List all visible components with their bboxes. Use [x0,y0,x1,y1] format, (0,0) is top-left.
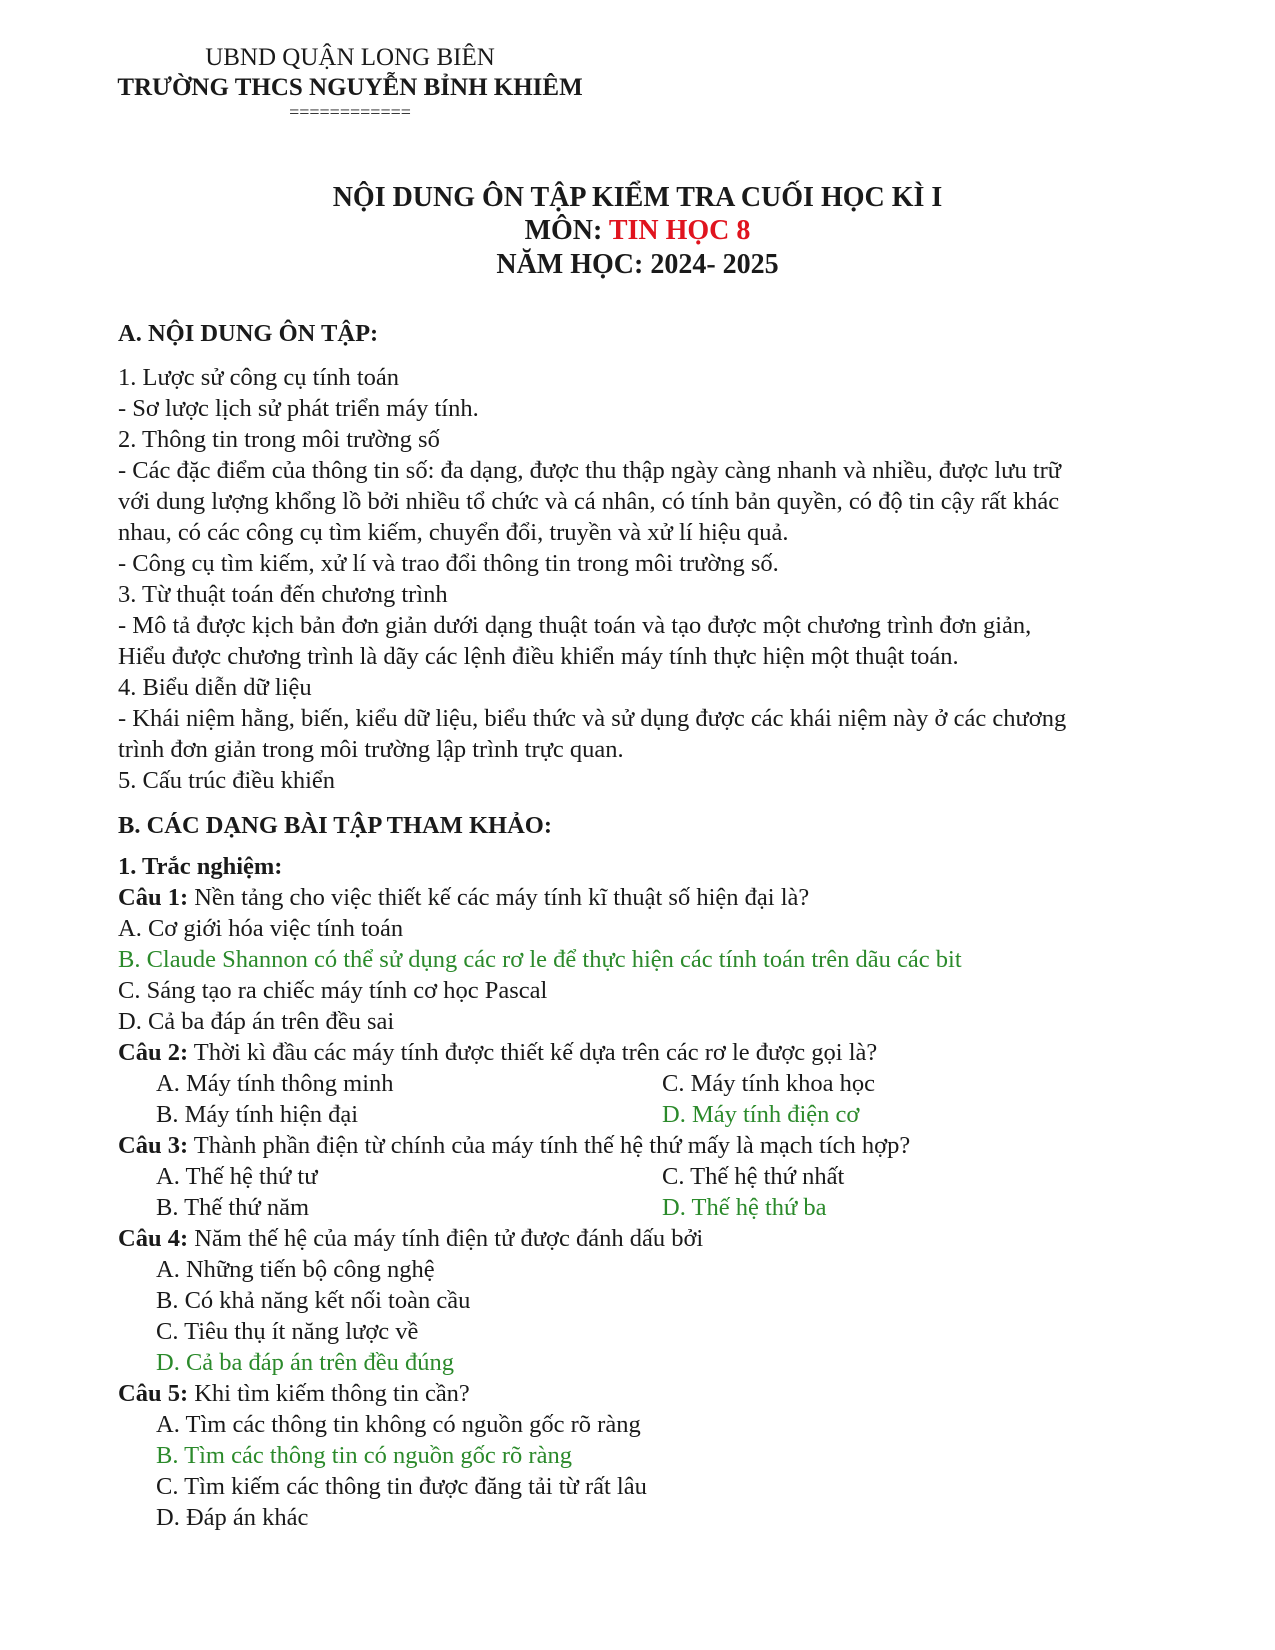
multiple-choice-heading: 1. Trắc nghiệm: [118,853,283,880]
q1-option-a: A. Cơ giới hóa việc tính toán [118,915,404,942]
q5-option-c: C. Tìm kiếm các thông tin được đăng tải từ rất lâu [156,1473,647,1500]
section-a-line: với dung lượng khổng lồ bởi nhiều tổ chức và cá nhân, có tính bản quyền, có độ tin cậy rất khác [118,488,1060,515]
question-label: Câu 2: [118,1039,189,1066]
q4-option-b: B. Có khả năng kết nối toàn cầu [156,1287,471,1314]
section-a-line: - Khái niệm hằng, biến, kiểu dữ liệu, biểu thức và sử dụng được các khái niệm này ở các chương [118,705,1067,732]
q4-option-c: C. Tiêu thụ ít năng lược về [156,1318,419,1345]
question-text: Năm thế hệ của máy tính điện tử được đánh dấu bởi [188,1225,704,1252]
doc-title: NỘI DUNG ÔN TẬP KIỂM TRA CUỐI HỌC KÌ I [332,182,943,213]
question-text: Nền tảng cho việc thiết kế các máy tính kĩ thuật số hiện đại là? [188,884,810,911]
q2-options-row [118,1099,1168,1130]
q5-option-a: A. Tìm các thông tin không có nguồn gốc rõ ràng [156,1411,641,1438]
q1-option-c: C. Sáng tạo ra chiếc máy tính cơ học Pascal [118,977,548,1004]
section-a-line: Hiểu được chương trình là dãy các lệnh điều khiển máy tính thực hiện một thuật toán. [118,643,959,670]
question-4 [118,1223,1168,1254]
question-1 [118,882,1168,913]
section-a-line: nhau, có các công cụ tìm kiếm, chuyển đổi, truyền và xử lí hiệu quả. [118,519,789,546]
question-2 [118,1037,1168,1068]
q2-option-c: C. Máy tính khoa học [662,1070,875,1097]
section-b-heading: B. CÁC DẠNG BÀI TẬP THAM KHẢO: [118,812,553,839]
question-label: Câu 5: [118,1380,189,1407]
question-label: Câu 1: [118,884,189,911]
school-name: TRƯỜNG THCS NGUYỄN BỈNH KHIÊM [117,74,583,101]
document-body [118,318,1168,1533]
question-text: Khi tìm kiếm thông tin cần? [188,1380,470,1407]
section-a-line: - Các đặc điểm của thông tin số: đa dạng, được thu thập ngày càng nhanh và nhiều, được lưu trữ [118,457,1062,484]
question-text: Thời kì đầu các máy tính được thiết kế dựa trên các rơ le được gọi là? [188,1039,878,1066]
subject-prefix: MÔN: [524,215,609,246]
q4-option-a: A. Những tiến bộ công nghệ [156,1256,435,1283]
q5-option-b-correct: B. Tìm các thông tin có nguồn gốc rõ ràng [156,1442,572,1469]
section-a-line: 4. Biểu diễn dữ liệu [118,674,312,701]
q2-option-d-correct: D. Máy tính điện cơ [662,1101,860,1128]
q3-option-b: B. Thế thứ năm [156,1194,310,1221]
q3-options-row [118,1161,1168,1192]
section-a-line: trình đơn giản trong môi trường lập trình trực quan. [118,736,624,763]
q2-option-a: A. Máy tính thông minh [156,1070,394,1097]
section-a-line: - Sơ lược lịch sử phát triển máy tính. [118,395,479,422]
section-a-line: - Công cụ tìm kiếm, xử lí và trao đổi thông tin trong môi trường số. [118,550,779,577]
q3-option-a: A. Thế hệ thứ tư [156,1163,318,1190]
q3-options-row [118,1192,1168,1223]
q1-option-d: D. Cả ba đáp án trên đều sai [118,1008,395,1035]
question-label: Câu 3: [118,1132,189,1159]
section-a-line: 3. Từ thuật toán đến chương trình [118,581,448,608]
section-a-line: 2. Thông tin trong môi trường số [118,426,440,453]
q3-option-c: C. Thế hệ thứ nhất [662,1163,845,1190]
section-a-heading: A. NỘI DUNG ÔN TẬP: [118,320,379,347]
section-a-line: 5. Cấu trúc điều khiển [118,767,336,794]
q4-option-d-correct: D. Cả ba đáp án trên đều đúng [156,1349,454,1376]
section-a-line: - Mô tả được kịch bản đơn giản dưới dạng thuật toán và tạo được một chương trình đơn giản, [118,612,1032,639]
section-a-line: 1. Lược sử công cụ tính toán [118,364,400,391]
question-3 [118,1130,1168,1161]
school-year: NĂM HỌC: 2024- 2025 [496,249,779,280]
subject-line [0,215,1275,247]
header-rule: ============ [289,102,411,122]
subject-name: TIN HỌC 8 [608,215,751,246]
question-text: Thành phần điện từ chính của máy tính thế hệ thứ mấy là mạch tích hợp? [188,1132,911,1159]
question-label: Câu 4: [118,1225,189,1252]
org-name: UBND QUẬN LONG BIÊN [205,44,495,71]
q5-option-d: D. Đáp án khác [156,1504,309,1531]
q2-options-row [118,1068,1168,1099]
q2-option-b: B. Máy tính hiện đại [156,1101,359,1128]
q3-option-d-correct: D. Thế hệ thứ ba [662,1194,827,1221]
question-5 [118,1378,1168,1409]
q1-option-b-correct: B. Claude Shannon có thể sử dụng các rơ le để thực hiện các tính toán trên dãu các bit [118,946,962,973]
